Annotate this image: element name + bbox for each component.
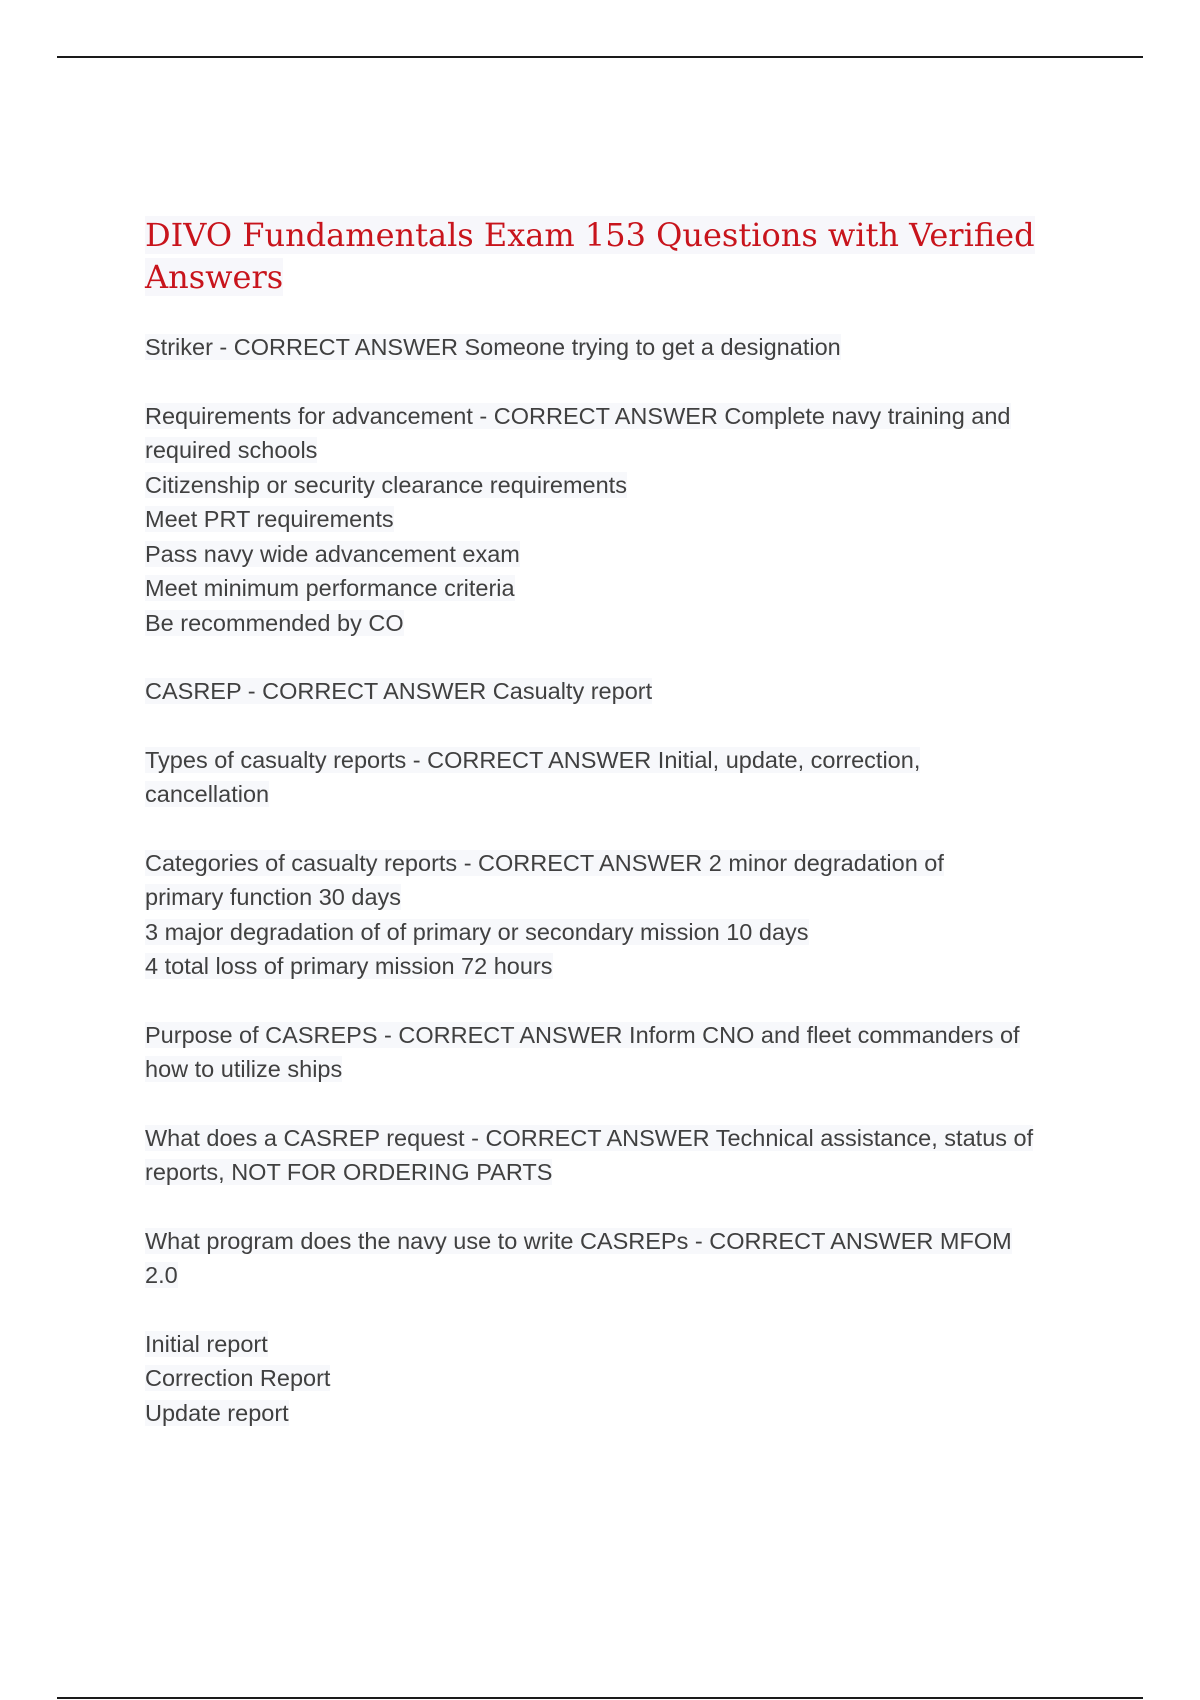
- entry-line: Purpose of CASREPS - CORRECT ANSWER Inform CNO and fleet commanders of: [145, 1021, 1020, 1048]
- entry-line: primary function 30 days: [145, 884, 402, 910]
- entry-line: Meet minimum performance criteria: [145, 575, 515, 601]
- entry-line: required schools: [145, 437, 318, 463]
- entry-line: how to utilize ships: [145, 1056, 343, 1082]
- entry-line: Striker - CORRECT ANSWER Someone trying to get a designation: [145, 334, 841, 360]
- entry-line: Meet PRT requirements: [145, 506, 394, 532]
- entry-line: Requirements for advancement - CORRECT ANSWER Complete navy training and: [145, 402, 1011, 429]
- entry-line: Correction Report: [145, 1365, 331, 1391]
- top-rule: [57, 56, 1143, 58]
- entry-line: cancellation: [145, 781, 270, 807]
- entry-line: Update report: [145, 1399, 289, 1426]
- qa-entry-report-list: [145, 1327, 1080, 1431]
- entry-line: CASREP - CORRECT ANSWER Casualty report: [145, 678, 653, 704]
- qa-entry-casrep-program: [145, 1224, 1080, 1293]
- qa-entry-striker: [145, 330, 1080, 365]
- entry-line: Categories of casualty reports - CORRECT ANSWER 2 minor degradation of: [145, 849, 944, 876]
- qa-entry-casrep: [145, 674, 1080, 709]
- entry-line: 3 major degradation of of primary or secondary mission 10 days: [145, 918, 809, 945]
- qa-entry-advancement-requirements: [145, 399, 1080, 641]
- bottom-rule: [57, 1697, 1143, 1699]
- qa-entry-casrep-request: [145, 1121, 1080, 1190]
- entry-line: What program does the navy use to write CASREPs - CORRECT ANSWER MFOM: [145, 1227, 1012, 1254]
- qa-entry-casreps-purpose: [145, 1018, 1080, 1087]
- entry-line: Citizenship or security clearance requirements: [145, 471, 627, 498]
- entry-line: 2.0: [145, 1262, 178, 1288]
- document-body: [145, 214, 1080, 1464]
- entry-line: 4 total loss of primary mission 72 hours: [145, 953, 553, 979]
- entry-line: reports, NOT FOR ORDERING PARTS: [145, 1159, 553, 1185]
- qa-entry-casualty-report-categories: [145, 846, 1080, 984]
- qa-entry-casualty-report-types: [145, 743, 1080, 812]
- entry-line: Be recommended by CO: [145, 609, 404, 636]
- entry-line: Pass navy wide advancement exam: [145, 540, 520, 567]
- entry-line: What does a CASREP request - CORRECT ANSWER Technical assistance, status of: [145, 1124, 1034, 1151]
- entry-line: Types of casualty reports - CORRECT ANSWER Initial, update, correction,: [145, 746, 921, 773]
- entry-line: Initial report: [145, 1330, 268, 1357]
- document-title: DIVO Fundamentals Exam 153 Questions with Verified Answers: [145, 216, 1035, 296]
